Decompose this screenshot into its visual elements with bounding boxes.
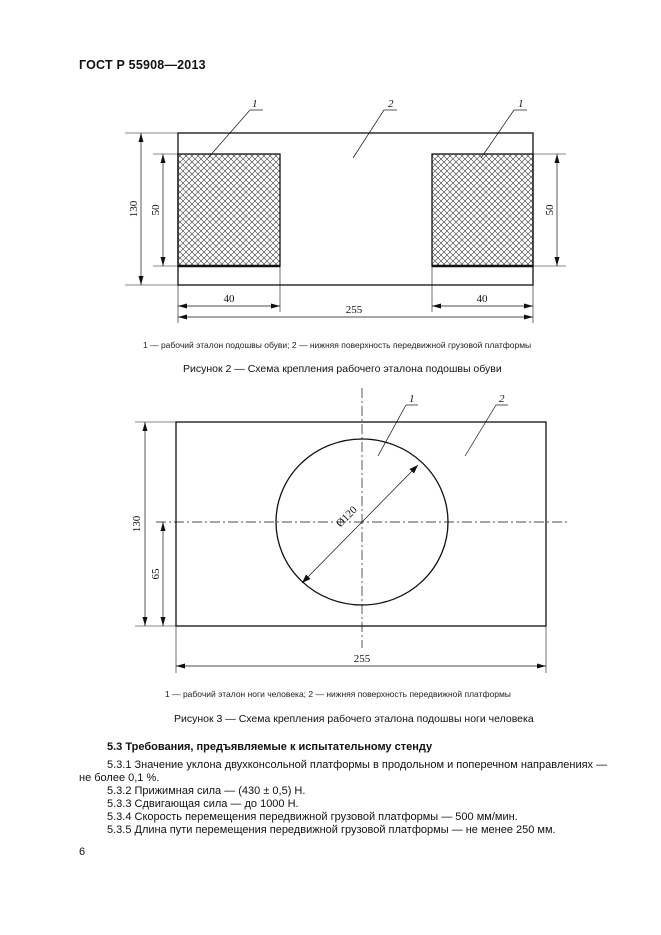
- platform-rect-2: [176, 422, 546, 626]
- figure-3-arrows: [143, 422, 547, 669]
- paragraph-5-3-5: 5.3.5 Длина пути перемещения передвижной грузовой платформы — не менее 250 мм.: [107, 824, 556, 836]
- paragraph-5-3-1: 5.3.1 Значение уклона двухконсольной платформы в продольном и поперечном направлениях —: [107, 759, 608, 771]
- paragraph-5-3-1-cont: не более 0,1 %.: [79, 772, 160, 784]
- fig2-dim-width: 255: [345, 304, 363, 316]
- fig2-label-1-right: 1: [518, 98, 524, 110]
- figure-2-caption: Рисунок 2 — Схема крепления рабочего эталона подошвы обуви: [183, 363, 502, 375]
- fig3-dim-diameter: Ø120: [333, 503, 360, 530]
- fig2-dim-pad-left: 50: [150, 204, 162, 216]
- fig2-dim-width-right: 40: [476, 293, 488, 305]
- fig2-label-1-left: 1: [252, 98, 258, 110]
- paragraph-5-3-3: 5.3.3 Сдвигающая сила — до 1000 Н.: [107, 798, 299, 810]
- fig2-dim-width-left: 40: [223, 293, 235, 305]
- figure-3-legend: 1 — рабочий эталон ноги человека; 2 — нижняя поверхность передвижной платформы: [165, 689, 511, 699]
- document-header: ГОСТ Р 55908—2013: [79, 58, 206, 72]
- page-number: 6: [79, 846, 86, 858]
- paragraph-5-3-2: 5.3.2 Прижимная сила — (430 ± 0,5) Н.: [107, 785, 306, 797]
- figure-3-drawing: [135, 388, 568, 673]
- section-heading: 5.3 Требования, предъявляемые к испытательному стенду: [107, 741, 433, 753]
- sole-pad-left: [178, 154, 280, 266]
- fig2-dim-height: 130: [128, 200, 140, 218]
- fig2-label-2: 2: [388, 98, 394, 110]
- fig2-dim-pad-right: 50: [544, 204, 556, 216]
- paragraph-5-3-4: 5.3.4 Скорость перемещения передвижной грузовой платформы — 500 мм/мин.: [107, 811, 518, 823]
- figure-3-caption: Рисунок 3 — Схема крепления рабочего эталона подошвы ноги человека: [174, 713, 534, 725]
- figure-2-legend: 1 — рабочий эталон подошвы обуви; 2 — нижняя поверхность передвижной грузовой платформы: [143, 340, 532, 350]
- fig3-dim-height: 130: [131, 515, 143, 533]
- fig3-dim-half: 65: [150, 568, 162, 580]
- figure-2-drawing: [125, 110, 566, 323]
- fig3-label-1: 1: [409, 393, 415, 405]
- fig3-label-2: 2: [499, 393, 505, 405]
- sole-pad-right: [432, 154, 533, 266]
- fig3-dim-width: 255: [353, 653, 371, 665]
